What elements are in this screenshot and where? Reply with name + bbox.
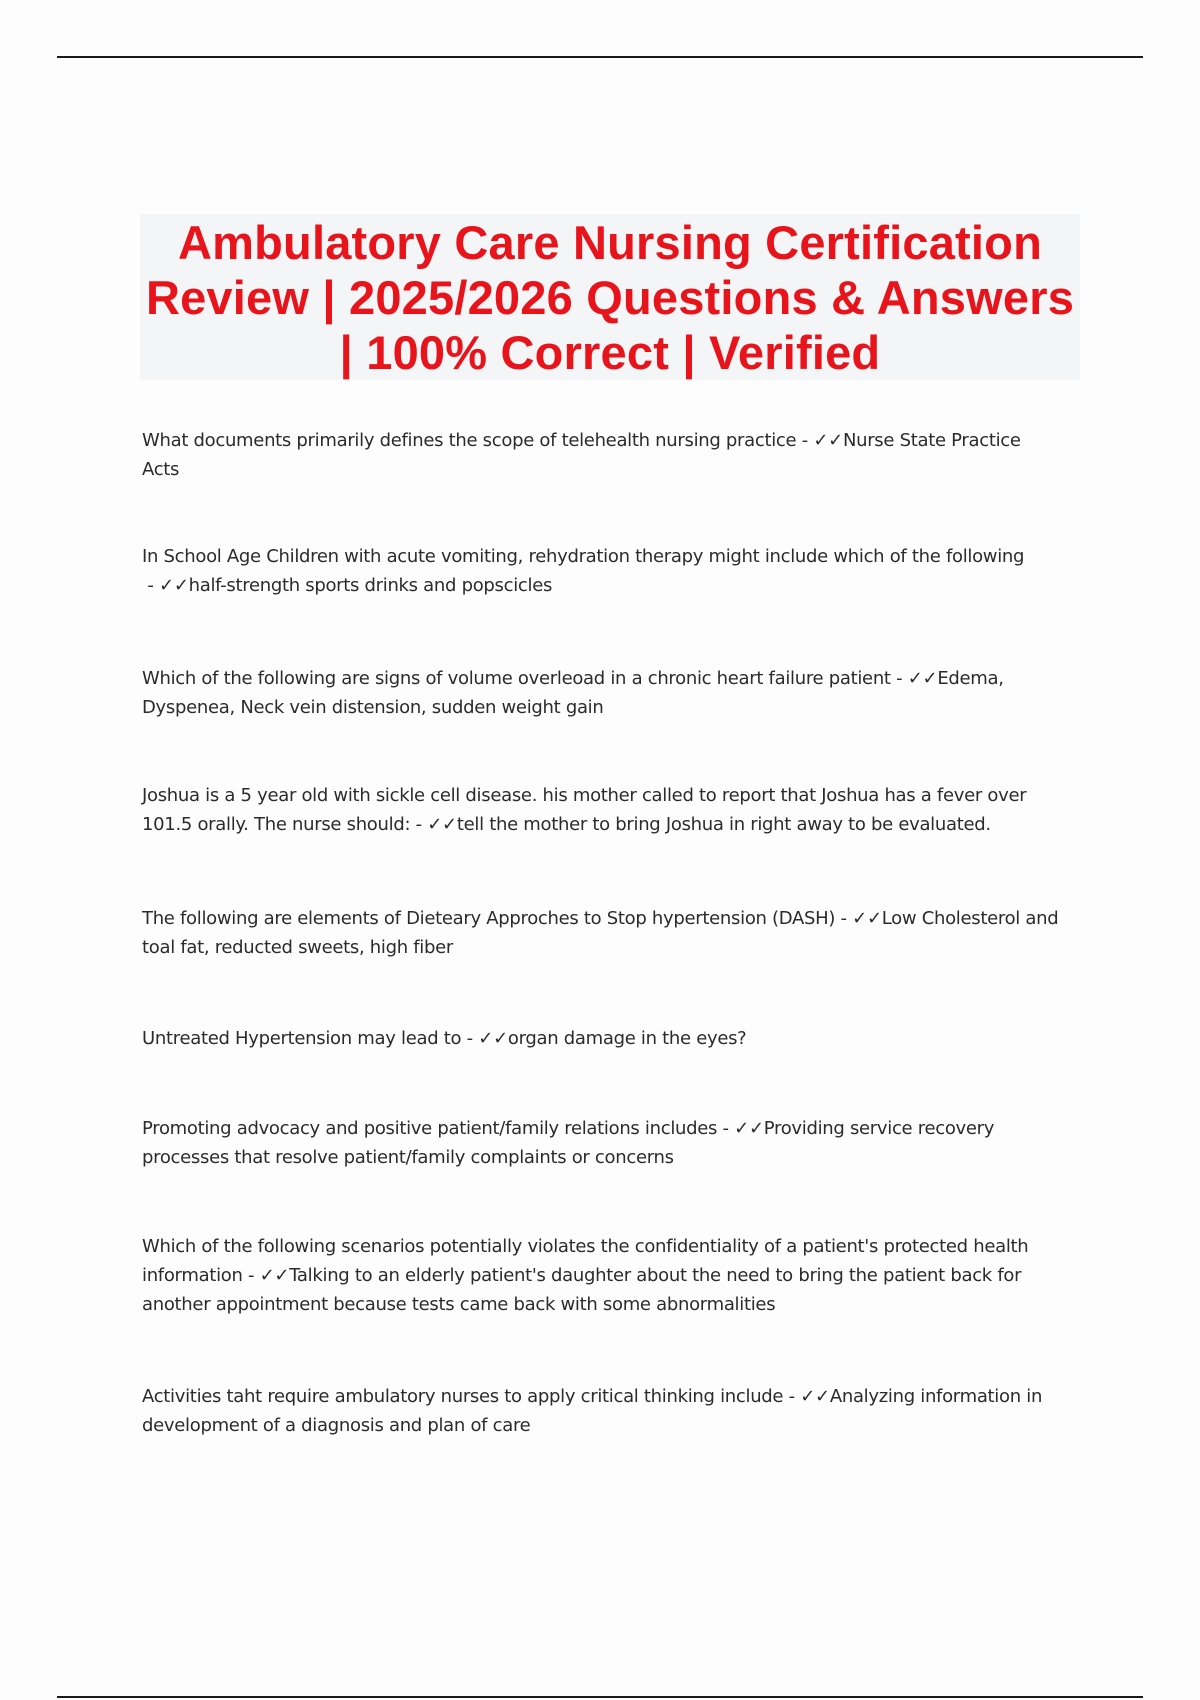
answer-text: Providing service recovery processes that resolve patient/family complaints or concerns xyxy=(142,1118,995,1168)
qa-item: Promoting advocacy and positive patient/family relations includes - ✓✓Providing service recovery processes that resolve patient/family complaints or concerns xyxy=(142,1118,995,1168)
qa-item: What documents primarily defines the scope of telehealth nursing practice - ✓✓Nurse State Practice Acts xyxy=(142,430,1021,480)
qa-item: Which of the following scenarios potentially violates the confidentiality of a patient's protected health information - ✓✓Talking to an elderly patient's daughter about the need to bring the patient back for another appointment because tests came back with some abnormalities xyxy=(142,1236,1029,1315)
title-banner xyxy=(140,214,1080,380)
answer-text: Low Cholesterol and toal fat, reducted sweets, high fiber xyxy=(142,908,1059,958)
question-text: Which of the following are signs of volume overleoad in a chronic heart failure patient xyxy=(142,668,891,689)
question-text: Untreated Hypertension may lead to xyxy=(142,1028,462,1049)
question-text: Promoting advocacy and positive patient/family relations includes xyxy=(142,1118,718,1139)
qa-item: Untreated Hypertension may lead to - ✓✓organ damage in the eyes? xyxy=(142,1028,747,1049)
answer-text: Talking to an elderly patient's daughter about the need to bring the patient back for another appointment because tests came back with some abnormalities xyxy=(142,1265,1022,1315)
question-text: What documents primarily defines the scope of telehealth nursing practice xyxy=(142,430,797,451)
answer-text: Edema, Dyspenea, Neck vein distension, sudden weight gain xyxy=(142,668,1004,718)
bottom-rule xyxy=(57,1696,1143,1698)
answer-marker: ✓✓ xyxy=(159,575,189,596)
answer-marker: ✓✓ xyxy=(800,1386,830,1407)
qa-item: Joshua is a 5 year old with sickle cell disease. his mother called to report that Joshua has a fever over 101.5 orally. The nurse should: - ✓✓tell the mother to bring Joshua in right away to be evaluated. xyxy=(142,785,1027,835)
qa-item: In School Age Children with acute vomiting, rehydration therapy might include which of the following - ✓✓half-strength sports drinks and popscicles xyxy=(142,546,1025,596)
answer-marker: ✓✓ xyxy=(259,1265,290,1286)
question-text: Joshua is a 5 year old with sickle cell disease. his mother called to report that Joshua has a fever over 101.5 orally. The nurse should: xyxy=(142,785,1027,835)
question-text: In School Age Children with acute vomiting, rehydration therapy might include which of the following xyxy=(142,546,1025,567)
qa-item: The following are elements of Dieteary Approches to Stop hypertension (DASH) - ✓✓Low Cholesterol and toal fat, reducted sweets, high fiber xyxy=(142,908,1059,958)
question-text: Activities taht require ambulatory nurses to apply critical thinking include xyxy=(142,1386,784,1407)
answer-marker: ✓✓ xyxy=(907,668,938,689)
answer-text: Nurse State Practice Acts xyxy=(142,430,1021,480)
question-text: The following are elements of Dieteary Approches to Stop hypertension (DASH) xyxy=(142,908,836,929)
answer-text: tell the mother to bring Joshua in right away to be evaluated. xyxy=(456,814,991,835)
answer-marker: ✓✓ xyxy=(427,814,457,835)
qa-item: Which of the following are signs of volume overleoad in a chronic heart failure patient - ✓✓Edema, Dyspenea, Neck vein distension, sudden weight gain xyxy=(142,668,1004,718)
document-title: Ambulatory Care Nursing Certification Review | 2025/2026 Questions & Answers | 100% Correct | Verified xyxy=(145,215,1075,379)
answer-marker: ✓✓ xyxy=(813,430,843,451)
question-text: Which of the following scenarios potentially violates the confidentiality of a patient's protected health information xyxy=(142,1236,1029,1286)
answer-marker: ✓✓ xyxy=(852,908,882,929)
answer-text: organ damage in the eyes? xyxy=(507,1028,747,1049)
answer-marker: ✓✓ xyxy=(734,1118,764,1139)
answer-text: half-strength sports drinks and popscicles xyxy=(188,575,553,596)
answer-marker: ✓✓ xyxy=(478,1028,508,1049)
top-rule xyxy=(57,56,1143,58)
answer-text: Analyzing information in development of a diagnosis and plan of care xyxy=(142,1386,1043,1436)
qa-item: Activities taht require ambulatory nurses to apply critical thinking include - ✓✓Analyzing information in development of a diagnosis and plan of care xyxy=(142,1386,1043,1436)
